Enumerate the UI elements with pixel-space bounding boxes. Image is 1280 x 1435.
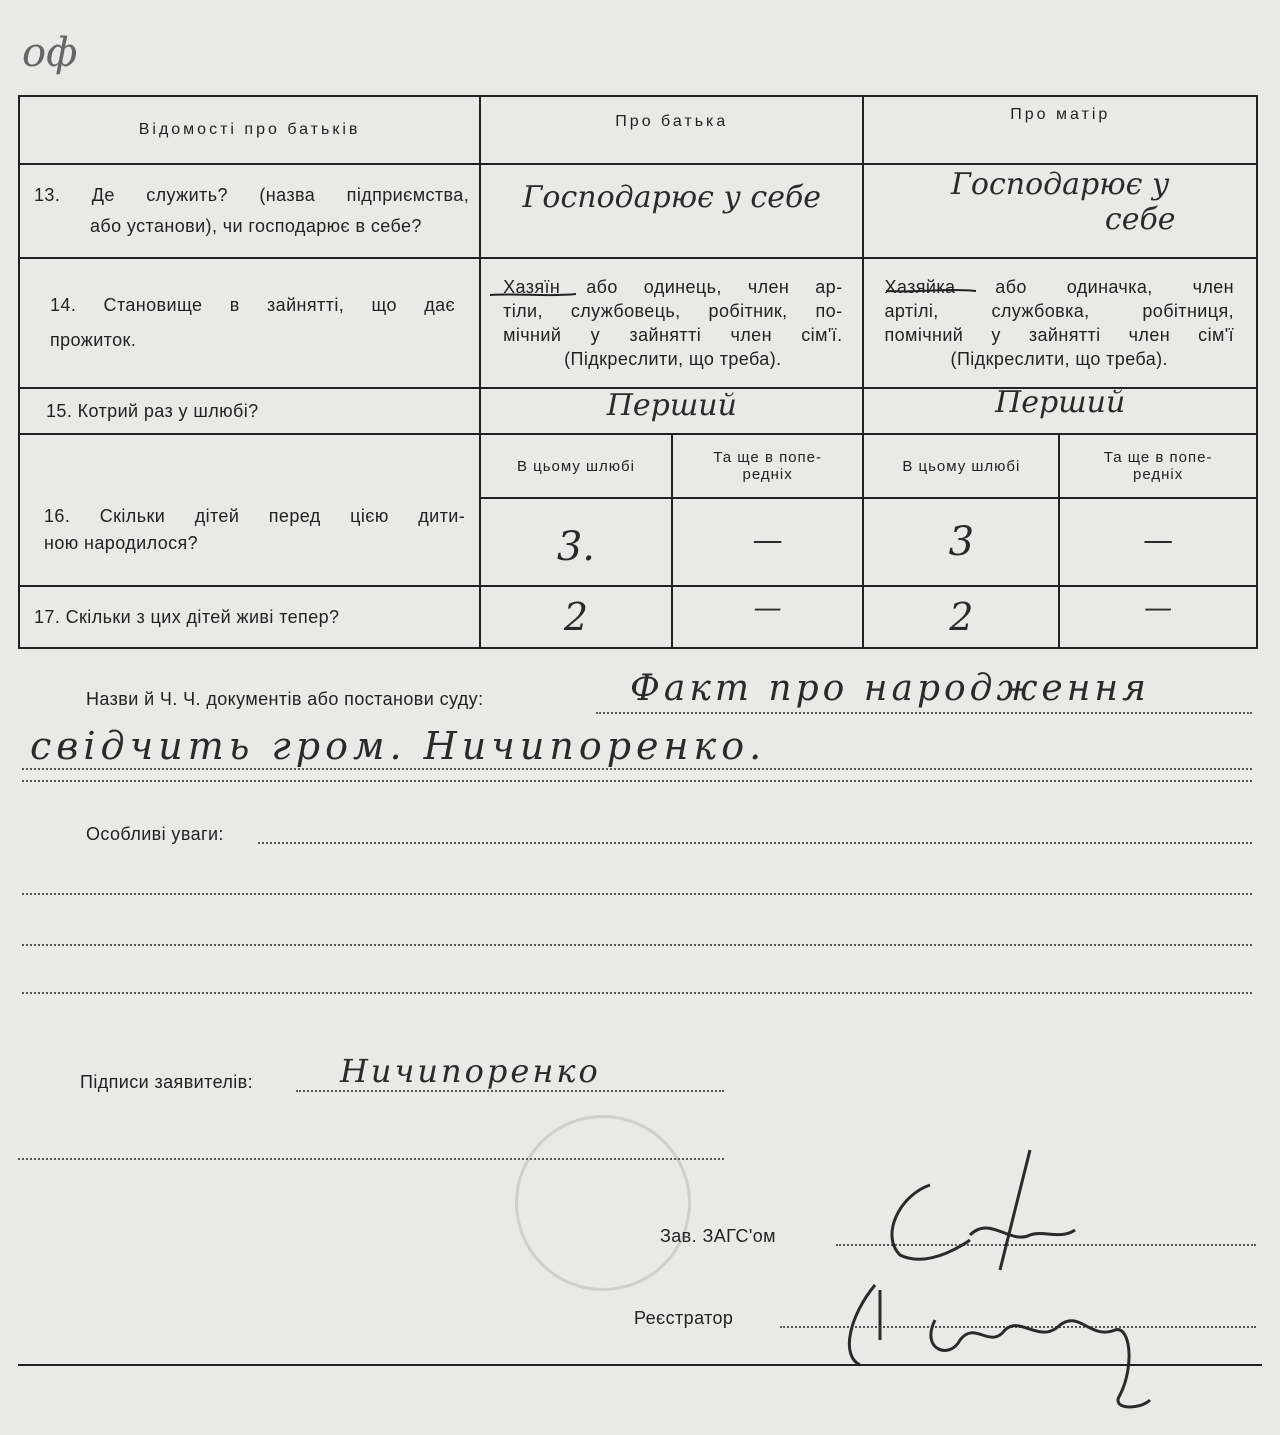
row15-father-value: Перший: [606, 387, 737, 423]
applicants-label: Підписи заявителів:: [80, 1072, 254, 1092]
row17-father-this-value: 2: [563, 595, 589, 639]
row17-question-text: 17. Скільки з цих дітей живі тепер?: [34, 606, 340, 627]
row14-father-line2: тіли, службовець, робітник, по-: [503, 301, 843, 321]
header-col2: Про батька: [615, 113, 729, 130]
subheader-mother-prev-line1: Та ще в попе-: [1103, 449, 1213, 466]
subheader-father-prev: [672, 434, 864, 498]
documents-value-line2: свідчить гром. Ничипоренко.: [30, 724, 767, 768]
row14-question-line1: 14. Становище в зайнятті, що дає: [50, 295, 456, 315]
row15-mother-value: Перший: [995, 384, 1126, 420]
parents-info-table: [18, 95, 1258, 649]
row16-mother-this: [863, 498, 1059, 586]
subheader-mother-this: [863, 434, 1059, 498]
registrar-label: Реєстратор: [634, 1308, 734, 1328]
bottom-rule: [18, 1364, 1262, 1366]
row16-father-this-value: 3.: [556, 524, 596, 570]
subheader-mother-this-text: В цьому шлюбі: [902, 457, 1021, 475]
subheader-father-this: [480, 434, 672, 498]
row13-mother-value-line2: себе: [1104, 202, 1176, 237]
row16-mother-prev-value: —: [1143, 522, 1174, 558]
row17-father-this: [480, 586, 672, 648]
zags-head-signature: [860, 1145, 1100, 1280]
row13-question-line1: 13. Де служить? (назва підприємства,: [34, 185, 470, 205]
zags-head-label: Зав. ЗАГС'ом: [660, 1226, 776, 1246]
row13-mother-value-line1: Господарює у: [951, 167, 1170, 202]
subheader-father-prev-line2: редніх: [742, 466, 793, 483]
header-col3: Про матір: [1010, 106, 1111, 123]
row15-question: [19, 388, 480, 434]
subheader-mother-prev-line2: редніх: [1132, 466, 1184, 483]
row14-father-line4: (Підкреслити, що треба).: [564, 349, 782, 369]
row13-father: [480, 164, 863, 258]
header-father: [480, 96, 863, 164]
row14-mother-line2: артілі, службовка, робітниця,: [884, 301, 1234, 321]
subheader-father-this-text: В цьому шлюбі: [516, 457, 635, 475]
applicants-field-line2: [18, 1158, 724, 1160]
header-parents-info: [19, 96, 480, 164]
applicants-field-line1: [296, 1090, 724, 1092]
row17-question: [19, 586, 480, 648]
documents-field-line3: [22, 780, 1252, 782]
row13-question: [19, 164, 480, 258]
row17-mother-prev-value: —: [1144, 590, 1173, 624]
row14-father-line3: мічний у зайнятті член сім'ї.: [503, 325, 843, 345]
row16-question: [19, 434, 480, 586]
corner-handwritten-mark: оф: [22, 30, 78, 76]
notes-label: Особливі уваги:: [86, 824, 224, 844]
row16-mother-this-value: 3: [948, 519, 975, 565]
header-mother: [863, 96, 1257, 164]
row15-mother: [863, 384, 1257, 434]
row14-question: [19, 258, 480, 388]
notes-field-line2: [22, 893, 1252, 895]
father-hazyain-underline: [488, 290, 578, 300]
row17-father-prev: [672, 586, 864, 648]
row16-father-prev-value: —: [752, 522, 783, 558]
row13-father-value: Господарює у себе: [522, 179, 822, 215]
header-col1: Відомості про батьків: [138, 121, 361, 138]
subheader-father-prev-line1: Та ще в попе-: [713, 449, 823, 466]
row14-father: [480, 258, 863, 388]
row17-father-prev-value: —: [753, 590, 782, 624]
documents-value-line1: Факт про народження: [630, 668, 1150, 709]
documents-field-line2: [22, 768, 1252, 770]
row16-mother-prev: [1059, 498, 1257, 586]
row16-father-this: [480, 498, 672, 586]
registrar-signature: [840, 1270, 1160, 1420]
applicants-signature: Ничипоренко: [340, 1052, 601, 1090]
faded-stamp: [515, 1115, 691, 1291]
row14-mother-line4: (Підкреслити, що треба).: [950, 349, 1168, 369]
row17-mother-prev: [1059, 586, 1257, 648]
row16-father-prev: [672, 498, 864, 586]
row15-question-text: 15. Котрий раз у шлюбі?: [46, 400, 259, 421]
documents-field-line1: [596, 712, 1252, 714]
row13-mother: [863, 164, 1257, 258]
row16-question-line2: ною народилося?: [44, 533, 199, 553]
subheader-mother-prev: [1059, 434, 1257, 498]
row16-question-line1: 16. Скільки дітей перед цією дити-: [44, 506, 466, 526]
row14-question-line2: прожиток.: [50, 330, 137, 350]
row13-question-line2: або установи), чи господарює в себе?: [90, 216, 422, 236]
row14-father-line1: Хазяїн або одинець, член ар-: [503, 277, 843, 297]
row17-mother-this: [863, 586, 1059, 648]
row14-mother-line3: помічний у зайнятті член сім'ї: [884, 325, 1234, 345]
row14-mother: [863, 258, 1257, 388]
mother-hazyaika-underline: [884, 286, 979, 296]
row14-mother-line1: Хазяйка або одиначка, член: [884, 277, 1234, 297]
notes-field-line4: [22, 992, 1252, 994]
row17-mother-this-value: 2: [949, 595, 974, 639]
notes-field-line1: [258, 842, 1252, 844]
documents-label: Назви й Ч. Ч. документів або постанови суду:: [86, 689, 484, 709]
row15-father: [480, 388, 863, 434]
notes-field-line3: [22, 944, 1252, 946]
